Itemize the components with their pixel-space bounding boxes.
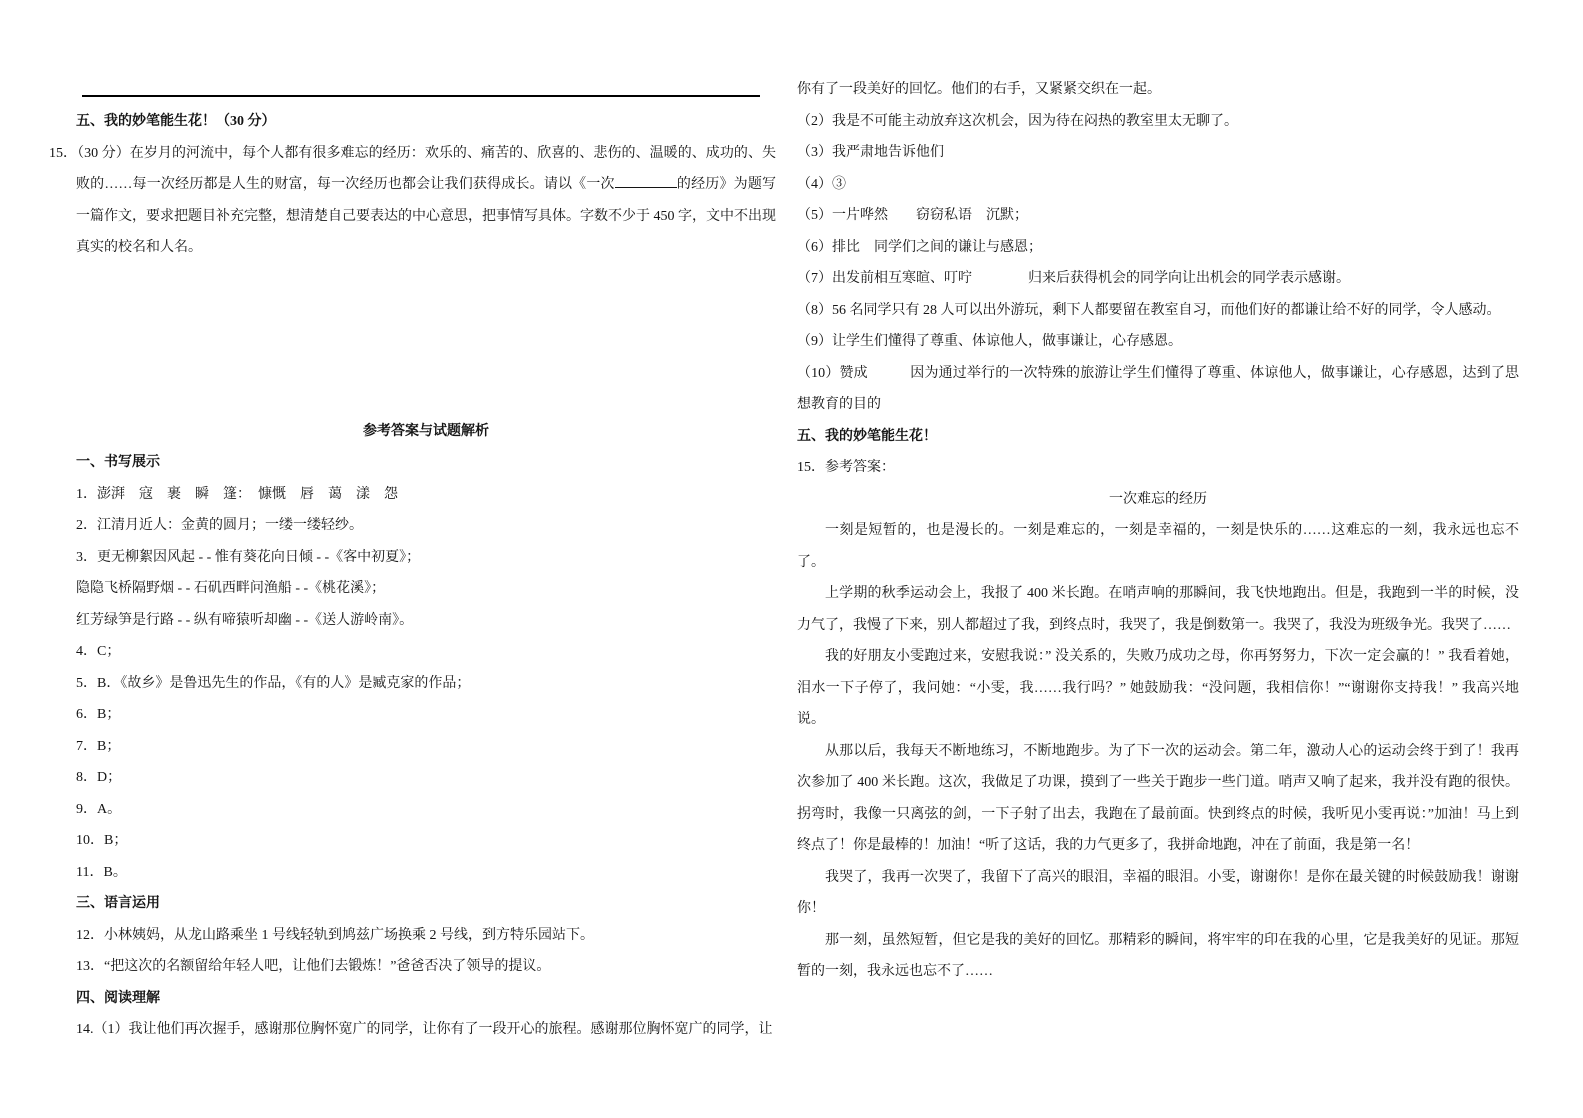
answer-line-13: 13．“把这次的名额留给年轻人吧，让他们去锻炼！”爸爸否决了领导的提议。 xyxy=(76,959,551,974)
page-divider-line xyxy=(82,95,760,97)
section-5-heading-answers: 五、我的妙笔能生花！ xyxy=(797,428,937,444)
answer-line-3-continuation-2: 红芳绿笋是行路 - - 纵有啼猿听却幽 - -《送人游岭南》。 xyxy=(76,612,414,628)
essay-paragraph-1: 一刻是短暂的，也是漫长的。一刻是难忘的，一刻是幸福的，一刻是快乐的……这难忘的一刻，我永远也忘不了。 xyxy=(797,523,1519,570)
question-15-text-after-blank: 的经历》为题写一篇作文，要求把题目补充完整，想清楚自己要表达的中心意思，把事情写具体。字数不少于 450 字，文中不出现真实的校名和人名。 xyxy=(76,177,777,255)
answer-14-part-7: （7）出发前相互寒暄、叮咛 归来后获得机会的同学向让出机会的同学表示感谢。 xyxy=(797,271,1350,286)
answer-line-3: 3．更无柳絮因风起 - - 惟有葵花向日倾 - -《客中初夏》； xyxy=(76,549,421,565)
answer-14-part-10: （10）赞成 因为通过举行的一次特殊的旅游让学生们懂得了尊重、体谅他人，做事谦让，心存感恩，达到了思想教育的目的 xyxy=(797,365,1519,412)
answer-14-part-8: （8）56 名同学只有 28 人可以出外游玩，剩下人都要留在教室自习，而他们好的都谦让给不好的同学，令人感动。 xyxy=(797,302,1501,318)
answer-line-7: 7．B； xyxy=(76,738,121,754)
essay-paragraph-2: 上学期的秋季运动会上，我报了 400 米长跑。在哨声响的那瞬间，我飞快地跑出。但是，我跑到一半的时候，没力气了，我慢了下来，别人都超过了我，到终点时，我哭了，我是倒数第一。我哭了，我没为班级争光。我哭了…… xyxy=(797,586,1519,633)
answer-14-continuation: 你有了一段美好的回忆。他们的右手，又紧紧交织在一起。 xyxy=(797,82,1161,97)
question-15 xyxy=(49,138,777,264)
essay-paragraph-4: 从那以后，我每天不断地练习，不断地跑步。为了下一次的运动会。第二年，激动人心的运动会终于到了！我再次参加了 400 米长跑。这次，我做足了功课，摸到了一些关于跑步一些门道。哨声又响了起来，我并没有跑的很快。拐弯时，我像一只离弦的剑，一下子射了出去，我跑在了最前面。快到终点的时候，我听见小雯再说：”加油！马上到终点了！你是最棒的！加油！“听了这话，我的力气更多了，我拼命地跑，冲在了前面，我是第一名！ xyxy=(797,743,1519,853)
essay-paragraph-5: 我哭了，我再一次哭了，我留下了高兴的眼泪，幸福的眼泪。小雯，谢谢你！是你在最关键的时候鼓励我！谢谢你！ xyxy=(797,869,1519,916)
answer-15-label: 15．参考答案： xyxy=(797,460,895,475)
answer-line-4: 4．C； xyxy=(76,644,121,659)
question-15-text-before-blank: 15．（30 分）在岁月的河流中，每个人都有很多难忘的经历：欢乐的、痛苦的、欣喜的、悲伤的、温暖的、成功的、失败的……每一次经历都是人生的财富，每一次经历也都会让我们获得成长。请以《一次 xyxy=(49,145,776,192)
answer-line-9: 9．A。 xyxy=(76,801,122,817)
answer-line-14: 14.（1）我让他们再次握手，感谢那位胸怀宽广的同学，让你有了一段开心的旅程。感谢那位胸怀宽广的同学，让 xyxy=(76,1022,773,1037)
section-3-heading: 三、语言运用 xyxy=(76,896,160,911)
answer-14-part-2: （2）我是不可能主动放弃这次机会，因为待在闷热的教室里太无聊了。 xyxy=(797,113,1238,129)
answer-14-part-3: （3）我严肃地告诉他们 xyxy=(797,145,944,160)
blank-space xyxy=(76,264,776,416)
essay-paragraph-6: 那一刻，虽然短暂，但它是我的美好的回忆。那精彩的瞬间，将牢牢的印在我的心里，它是我美好的见证。那短暂的一刻，我永远也忘不了…… xyxy=(797,932,1519,979)
right-column xyxy=(797,74,1519,988)
answer-line-8: 8．D； xyxy=(76,770,122,785)
answer-line-10: 10．B； xyxy=(76,833,128,848)
answer-line-5: 5．B．《故乡》是鲁迅先生的作品，《有的人》是臧克家的作品； xyxy=(76,675,471,691)
fill-in-blank-underline xyxy=(615,172,677,188)
answer-line-11: 11．B。 xyxy=(76,864,127,880)
answer-line-1: 1．澎湃 寇 裹 瞬 篷： 慷慨 唇 蔼 漾 怨 xyxy=(76,486,398,502)
answer-14-part-4: （4）③ xyxy=(797,176,846,192)
answer-line-12: 12．小林姨妈，从龙山路乘坐 1 号线轻轨到鸠兹广场换乘 2 号线，到方特乐园站下。 xyxy=(76,927,594,943)
section-1-heading: 一、书写展示 xyxy=(76,455,160,470)
left-column xyxy=(49,106,777,1046)
answer-14-part-9: （9）让学生们懂得了尊重、体谅他人，做事谦让，心存感恩。 xyxy=(797,334,1182,349)
answer-line-6: 6．B； xyxy=(76,707,121,722)
answer-line-3-continuation-1: 隐隐飞桥隔野烟 - - 石矶西畔问渔船 - -《桃花溪》； xyxy=(76,581,386,596)
essay-title: 一次难忘的经历 xyxy=(1109,491,1207,507)
answer-14-part-6: （6）排比 同学们之间的谦让与感恩； xyxy=(797,239,1042,255)
essay-paragraph-3: 我的好朋友小雯跑过来，安慰我说：” 没关系的，失败乃成功之母，你再努努力，下次一定会赢的！” 我看着她，泪水一下子停了，我问她：“小雯，我……我行吗？” 她鼓励我：“没问题，我相信你！”“谢谢你支持我！” 我高兴地说。 xyxy=(797,649,1519,727)
answer-14-part-5: （5）一片哗然 窃窃私语 沉默； xyxy=(797,208,1028,223)
section-5-heading: 五、我的妙笔能生花！（30 分） xyxy=(76,114,276,129)
section-4-heading: 四、阅读理解 xyxy=(76,990,160,1006)
answer-line-2: 2．江清月近人：金黄的圆月；一缕一缕轻纱。 xyxy=(76,518,363,533)
answer-key-title: 参考答案与试题解析 xyxy=(363,423,489,439)
